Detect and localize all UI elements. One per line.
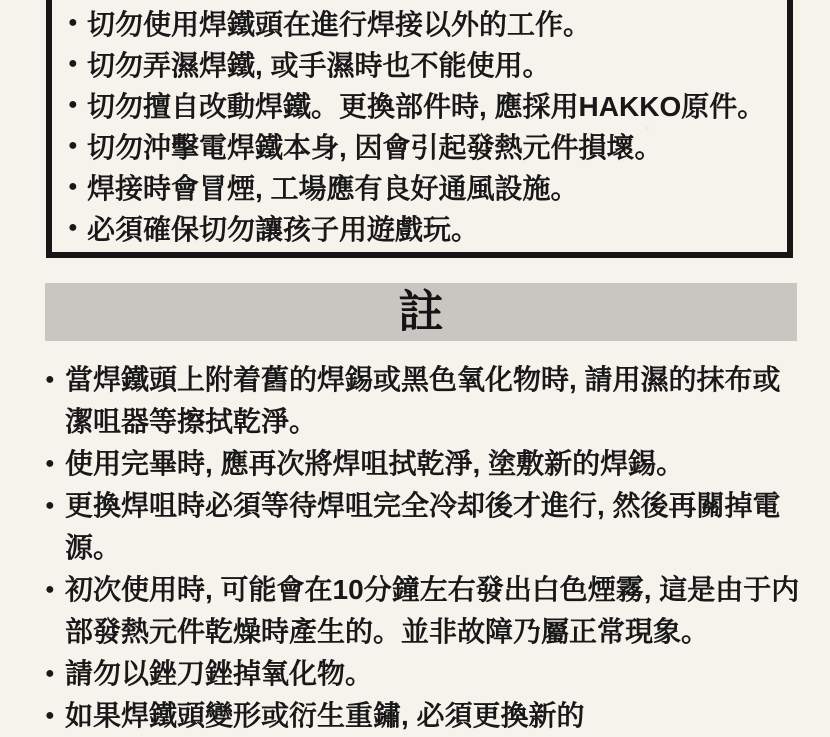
warning-text: 切勿弄濕焊鐵, 或手濕時也不能使用。 [87,49,551,81]
note-text: 請勿以銼刀銼掉氧化物。 [65,658,374,689]
notes-list [45,359,801,737]
bullet-icon: ● [68,218,78,236]
note-text: 當焊鐵頭上附着舊的焊錫或黑色氧化物時, 請用濕的抹布或潔咀器等擦拭乾淨。 [65,364,781,437]
note-header-bar [45,283,797,341]
warning-item [68,84,781,125]
bullet-icon: ● [45,455,55,472]
note-item [45,443,801,485]
warning-text: 焊接時會冒煙, 工場應有良好通風設施。 [87,172,579,204]
warning-item [68,2,781,43]
bullet-icon: ● [68,95,78,113]
note-header-title: 註 [398,286,444,337]
note-item [45,653,801,695]
note-text: 初次使用時, 可能會在10分鐘左右發出白色煙霧, 這是由于内部發熱元件乾燥時產生的。並非故障乃屬正常現象。 [65,574,800,647]
bullet-icon: ● [68,136,78,154]
bullet-icon: ● [45,707,55,724]
warning-item [68,43,781,84]
warning-item [68,207,781,248]
warning-text: 切勿使用焊鐵頭在進行焊接以外的工作。 [87,8,592,40]
warning-item [68,166,781,207]
bullet-icon: ● [45,497,55,514]
warning-box [46,0,793,258]
bullet-icon: ● [45,581,55,598]
warning-text: 必須確保切勿讓孩子用遊戲玩。 [87,213,480,245]
warning-text: 切勿擅自改動焊鐵。更換部件時, 應採用HAKKO原件。 [87,90,766,122]
note-item [45,359,801,443]
note-item [45,695,801,737]
bullet-icon: ● [45,371,55,388]
note-item [45,569,801,653]
warning-item [68,125,781,166]
bullet-icon: ● [68,177,78,195]
note-item [45,485,801,569]
warning-text: 切勿沖擊電焊鐵本身, 因會引起發熱元件損壞。 [87,131,663,163]
bullet-icon: ● [68,54,78,72]
note-text: 如果焊鐵頭變形或衍生重鏽, 必須更換新的 [65,700,585,731]
bullet-icon: ● [45,665,55,682]
note-text: 使用完畢時, 應再次將焊咀拭乾淨, 塗敷新的焊錫。 [65,448,685,479]
bullet-icon: ● [68,13,78,31]
note-text: 更換焊咀時必須等待焊咀完全冷却後才進行, 然後再關掉電源。 [65,490,781,563]
